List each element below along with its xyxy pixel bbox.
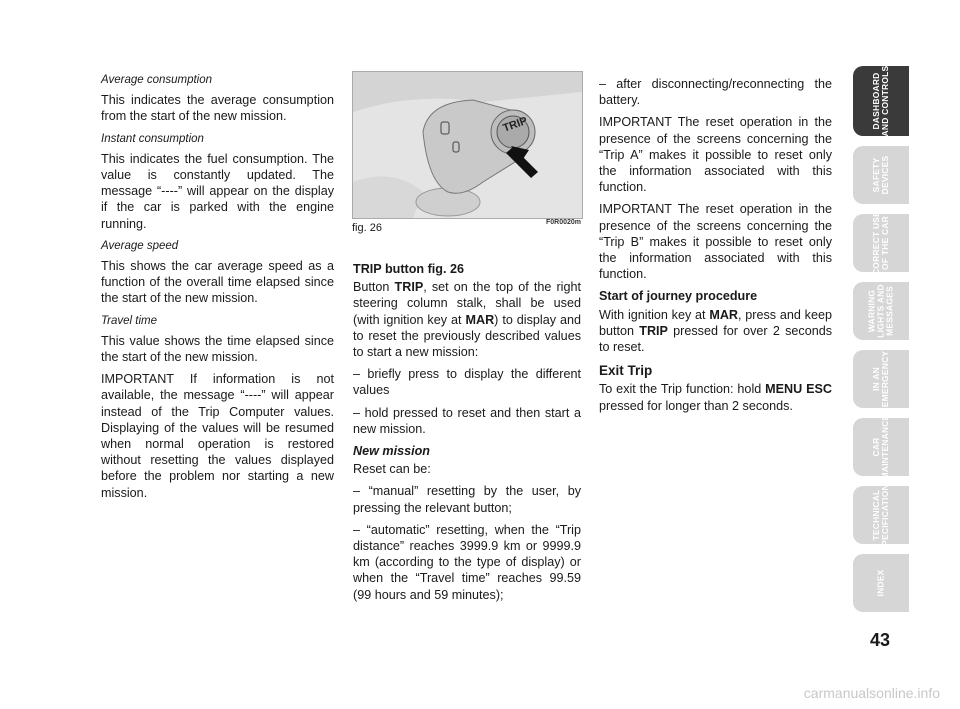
figure-caption <box>352 219 581 234</box>
travel-time-text: This value shows the time elapsed since the start of the new mission. <box>101 333 334 365</box>
figure-number: fig. 26 <box>352 222 382 234</box>
bullet-hold-pressed: – hold pressed to reset and then start a new mission. <box>353 405 581 436</box>
column-3 <box>599 76 832 420</box>
important-trip-b: IMPORTANT The reset operation in the presence of the screens concerning the “Trip B” makes it possible to reset only the information associated with this function. <box>599 202 832 282</box>
automatic-reset: – “automatic” resetting, when the “Trip distance” reaches 3999.9 km or 9999.9 km (according to the type of display) or when the “Travel time” reaches 99.59 (99 hours and 59 minutes); <box>353 522 581 602</box>
average-speed-text: This shows the car average speed as a function of the overall time elapsed since the start of the new mission. <box>101 259 334 306</box>
tab-in-an-emergency[interactable]: IN AN EMERGENCY <box>853 350 909 408</box>
bullet-briefly-press: – briefly press to display the different values <box>353 367 581 398</box>
travel-time-title: Travel time <box>101 314 158 327</box>
manual-reset: – “manual” resetting by the user, by pressing the relevant button; <box>353 484 581 515</box>
tab-index[interactable]: INDEX <box>853 554 909 612</box>
column-1 <box>101 72 334 507</box>
start-journey-heading: Start of journey procedure <box>599 289 758 304</box>
instant-consumption-text: This indicates the fuel consumption. The value is constantly updated. The message “----” will appear on the display if the car is parked with the engine running. <box>101 151 334 231</box>
important-trip-a: IMPORTANT The reset operation in the presence of the screens concerning the “Trip A” makes it possible to reset only the information associated with this function. <box>599 115 832 195</box>
column-2 <box>353 255 581 609</box>
tab-warning-lights[interactable]: WARNING LIGHTS AND MESSAGES <box>853 282 909 340</box>
steering-stalk-figure <box>352 71 583 219</box>
tab-car-maintenance[interactable]: CAR MAINTENANCE <box>853 418 909 476</box>
avg-consumption-title: Average consumption <box>101 74 213 86</box>
tab-dashboard-and-controls[interactable]: DASHBOARD AND CONTROLS <box>853 66 909 136</box>
trip-button-heading: TRIP button fig. 26 <box>353 262 465 276</box>
exit-trip-text: To exit the Trip function: hold MENU ESC pressed for longer than 2 seconds. <box>599 382 833 413</box>
new-mission-heading: New mission <box>353 444 430 459</box>
reset-can-be: Reset can be: <box>353 462 431 477</box>
stalk-illustration <box>353 72 582 218</box>
average-speed-title: Average speed <box>101 239 179 252</box>
instant-consumption-title: Instant consumption <box>101 132 204 145</box>
important-note: IMPORTANT If information is not available, the message “----” will appear instead of the Trip Computer values. Displaying of the values will be resumed when normal operation is restored without resetting the values displayed before the problem nor starting a new mission. <box>101 372 334 500</box>
figure-code: F0R0020m <box>545 219 581 226</box>
trip-button-description: Button TRIP, set on the top of the right steering column stalk, shall be used (with ignition key at MAR) to display and to reset the previously described values to start a new mission: <box>353 280 581 360</box>
watermark: carmanualsonline.info <box>803 685 940 701</box>
tab-correct-use[interactable]: CORRECT USE OF THE CAR <box>853 214 909 272</box>
avg-consumption-text: This indicates the average consumption from the start of the new mission. <box>101 93 334 124</box>
tab-safety-devices[interactable]: SAFETY DEVICES <box>853 146 909 204</box>
exit-trip-heading: Exit Trip <box>599 363 653 379</box>
chapter-tabs <box>853 66 909 622</box>
start-journey-text: With ignition key at MAR, press and keep button TRIP pressed for over 2 seconds to reset. <box>599 307 833 355</box>
trip-button-label: TRIP <box>501 114 530 135</box>
tab-technical-specifications[interactable]: TECHNICAL SPECIFICATIONS <box>853 486 909 544</box>
page-number: 43 <box>869 630 891 650</box>
after-battery: – after disconnecting/reconnecting the battery. <box>599 77 832 108</box>
